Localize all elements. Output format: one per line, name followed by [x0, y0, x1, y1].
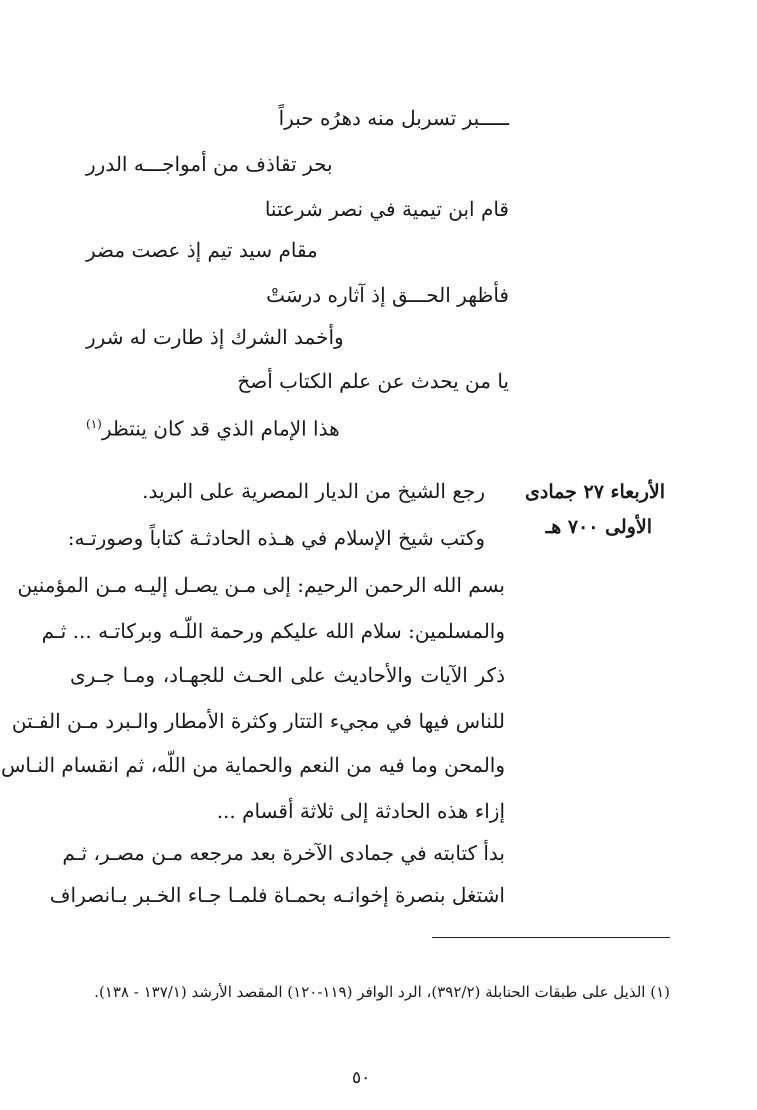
verse-line-6-text: وأخمد الشرك إذ طارت له شرر — [86, 325, 344, 349]
verse-line-5: فأظهر الحـــق إذ آثاره درسَتْ — [266, 283, 509, 307]
prose-line-2: وكتب شيخ الإسلام في هـذه الحادثـة كتاباً وصورتـه: — [67, 526, 485, 550]
verse-line-4 — [86, 235, 345, 265]
prose-line-1: رجع الشيخ من الديار المصرية على البريد. — [142, 479, 485, 503]
verse-line-7: يا من يحدث عن علم الكتاب أصخ — [237, 369, 509, 393]
verse-line-8 — [86, 409, 345, 444]
margin-date-line-1: الأربعاء ٢٧ جمادى — [525, 481, 665, 503]
verse-line-3: قام ابن تيمية في نصر شرعتنا — [264, 197, 509, 221]
verse-line-4-text: مقام سيد تيم إذ عصت مضر — [86, 238, 318, 262]
prose-line-9: بدأ كتابته في جمادى الآخرة بعد مرجعه مـن مصـر، ثـم — [62, 841, 505, 865]
prose-line-8: إزاء هذه الحادثة إلى ثلاثة أقسام ... — [216, 799, 505, 823]
prose-line-5: ذكر الآيات والأحاديث على الحـث للجهـاد، ومـا جـرى — [70, 663, 505, 687]
prose-line-10: اشتغل بنصرة إخوانـه بحمـاة فلمـا جـاء الخـبر بـانصراف — [49, 883, 505, 907]
prose-line-6: للناس فيها في مجيء التتار وكثرة الأمطار والـبرد مـن الفـتن — [11, 709, 505, 733]
verse-line-1: ـــــبر تسربل منه دهرُه حبراً — [278, 106, 509, 130]
page-number: ٥٠ — [352, 1068, 371, 1088]
footnote-text: (١) الذيل على طبقات الحنابلة (٣٩٢/٢)، الرد الوافر (١١٩-١٢٠) المقصد الأرشد (١٣٧/١ - ١٣٨). — [94, 983, 670, 1001]
prose-line-4: والمسلمين: سلام الله عليكم ورحمة اللّـه وبركاتـه ... ثـم — [41, 619, 505, 643]
footnote-marker: (١) — [86, 417, 102, 431]
prose-line-3: بسم الله الرحمن الرحيم: إلى مـن يصـل إليـه مـن المؤمنين — [17, 573, 505, 597]
footnote-separator — [432, 937, 670, 938]
verse-line-8-text: هذا الإمام الذي قد كان ينتظر — [101, 416, 340, 441]
verse-line-2 — [86, 149, 345, 179]
verse-line-2-text: بحر تقاذف من أمواجـــه الدرر — [86, 152, 333, 176]
margin-date-line-2: الأولى ٧٠٠ هـ — [545, 516, 652, 538]
prose-line-7: والمحن وما فيه من النعم والحماية من اللّه، ثم انقسام النـاس — [1, 753, 505, 777]
verse-line-6 — [86, 322, 345, 352]
